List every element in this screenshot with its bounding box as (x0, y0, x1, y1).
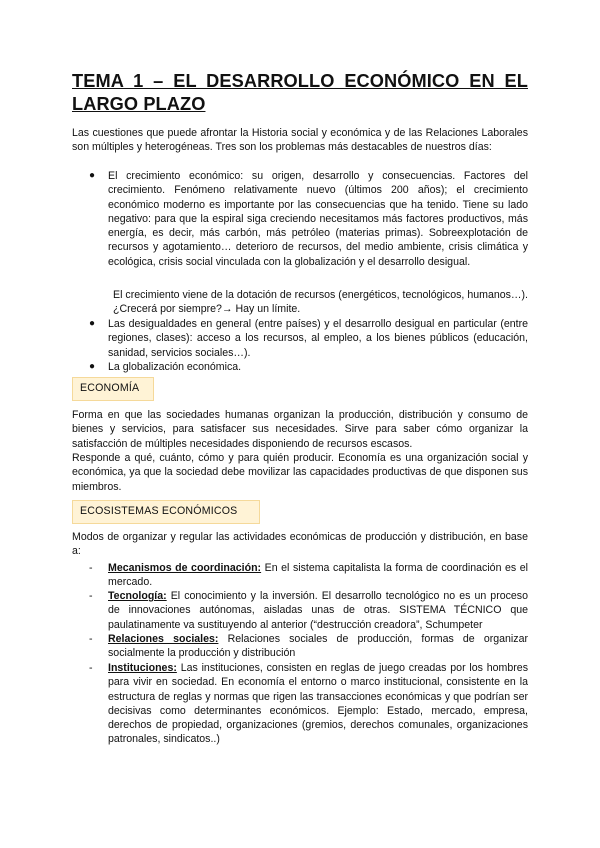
page-title: TEMA 1 – EL DESARROLLO ECONÓMICO EN EL LARGO PLAZO (72, 71, 528, 114)
list-item-relaciones (108, 632, 528, 661)
intro-paragraph: Las cuestiones que puede afrontar la Historia social y económica y de las Relaciones Laborales son múltiples y heterogéneas. Tres son los problemas más destacables de nuestros días: (72, 127, 528, 154)
item-label: Mecanismos de coordinación: (108, 562, 262, 574)
bullet-item-globalizacion: La globalización económica. (108, 361, 242, 373)
item-text: El conocimiento y la inversión. El desarrollo tecnológico no es un proceso de innovaciones autónomas, aisladas unas de otras. SISTEMA TÉCNICO que paulatinamente va sustituyendo al anterior (“destrucción creadora”, Schumpeter (108, 590, 528, 631)
bullet-marker: ● (89, 170, 96, 181)
dash-marker: - (89, 590, 93, 602)
dash-marker: - (89, 562, 93, 574)
section-heading-ecosistemas: ECOSISTEMAS ECONÓMICOS (72, 500, 260, 524)
list-item-instituciones (108, 661, 528, 747)
item-text: En el sistema capitalista la forma de coordinación es el mercado. (108, 562, 528, 589)
list-item-tecnologia (108, 589, 528, 632)
bullet-item-desigualdades: Las desigualdades en general (entre países) y el desarrollo desigual en particular (entre regiones, clases): acceso a los recursos, al empleo, a los bienes públicos (educación, sanidad, servicios sociales…). (108, 318, 528, 359)
item-text: Las instituciones, consisten en reglas de juego creadas por los hombres para vivir en sociedad. En economía el entorno o marco institucional, consistente en la estructura de reglas y normas que rigen las transacciones económicas y que podrían ser decisivas como determinantes económicos. Ejemplo: Estado, mercado, empresa, derechos de propiedad, organizaciones (gremios, derechos comunales, organizaciones patronales, sindicatos..) (108, 662, 528, 746)
ecosistemas-intro: Modos de organizar y regular las actividades económicas de producción y distribución, en base a: (72, 531, 528, 558)
bullet-item-crecimiento: El crecimiento económico: su origen, desarrollo y consecuencias. Factores del crecimiento. Fenómeno relativamente nuevo (últimos 200 años); el crecimiento económico moderno es importante por las consecuencias que ha tenido. Tiene su lado negativo: para que la espiral siga creciendo necesitamos más factores productivos, más energía, es decir, más carbón, más petróleo (materias primas). Sobreexplotación de recursos y agotamiento… deterioro de recursos, del medio ambiente, crisis climática y ecológica, crisis social vinculada con la globalización y el desarrollo desigual. (108, 170, 528, 268)
bullet-marker: ● (89, 361, 96, 372)
item-label: Relaciones sociales: (108, 633, 219, 645)
economia-paragraph-2: Responde a qué, cuánto, cómo y para quién producir. Economía es una organización social y económica, ya que la sociedad debe movilizar las capacidades productivas de que disponen sus miembros. (72, 452, 528, 493)
item-label: Instituciones: (108, 662, 177, 674)
economia-paragraph-1: Forma en que las sociedades humanas organizan la producción, distribución y consumo de bienes y servicios, para satisfacer sus necesidades. Sirve para saber cómo organizar la satisfacción de múltiples necesidades disponiendo de recursos escasos. (72, 409, 528, 450)
bullet-note: El crecimiento viene de la dotación de recursos (energéticos, tecnológicos, humanos…). ¿Crecerá por siempre?→ Hay un límite. (113, 289, 528, 316)
section-heading-economia: ECONOMÍA (72, 377, 154, 401)
item-text: Relaciones sociales de producción, formas de organizar socialmente la producción y distribución (108, 633, 528, 660)
bullet-marker: ● (89, 318, 96, 329)
dash-marker: - (89, 633, 93, 645)
list-item-coordinacion (108, 561, 528, 590)
item-label: Tecnología: (108, 590, 167, 602)
dash-marker: - (89, 662, 93, 674)
